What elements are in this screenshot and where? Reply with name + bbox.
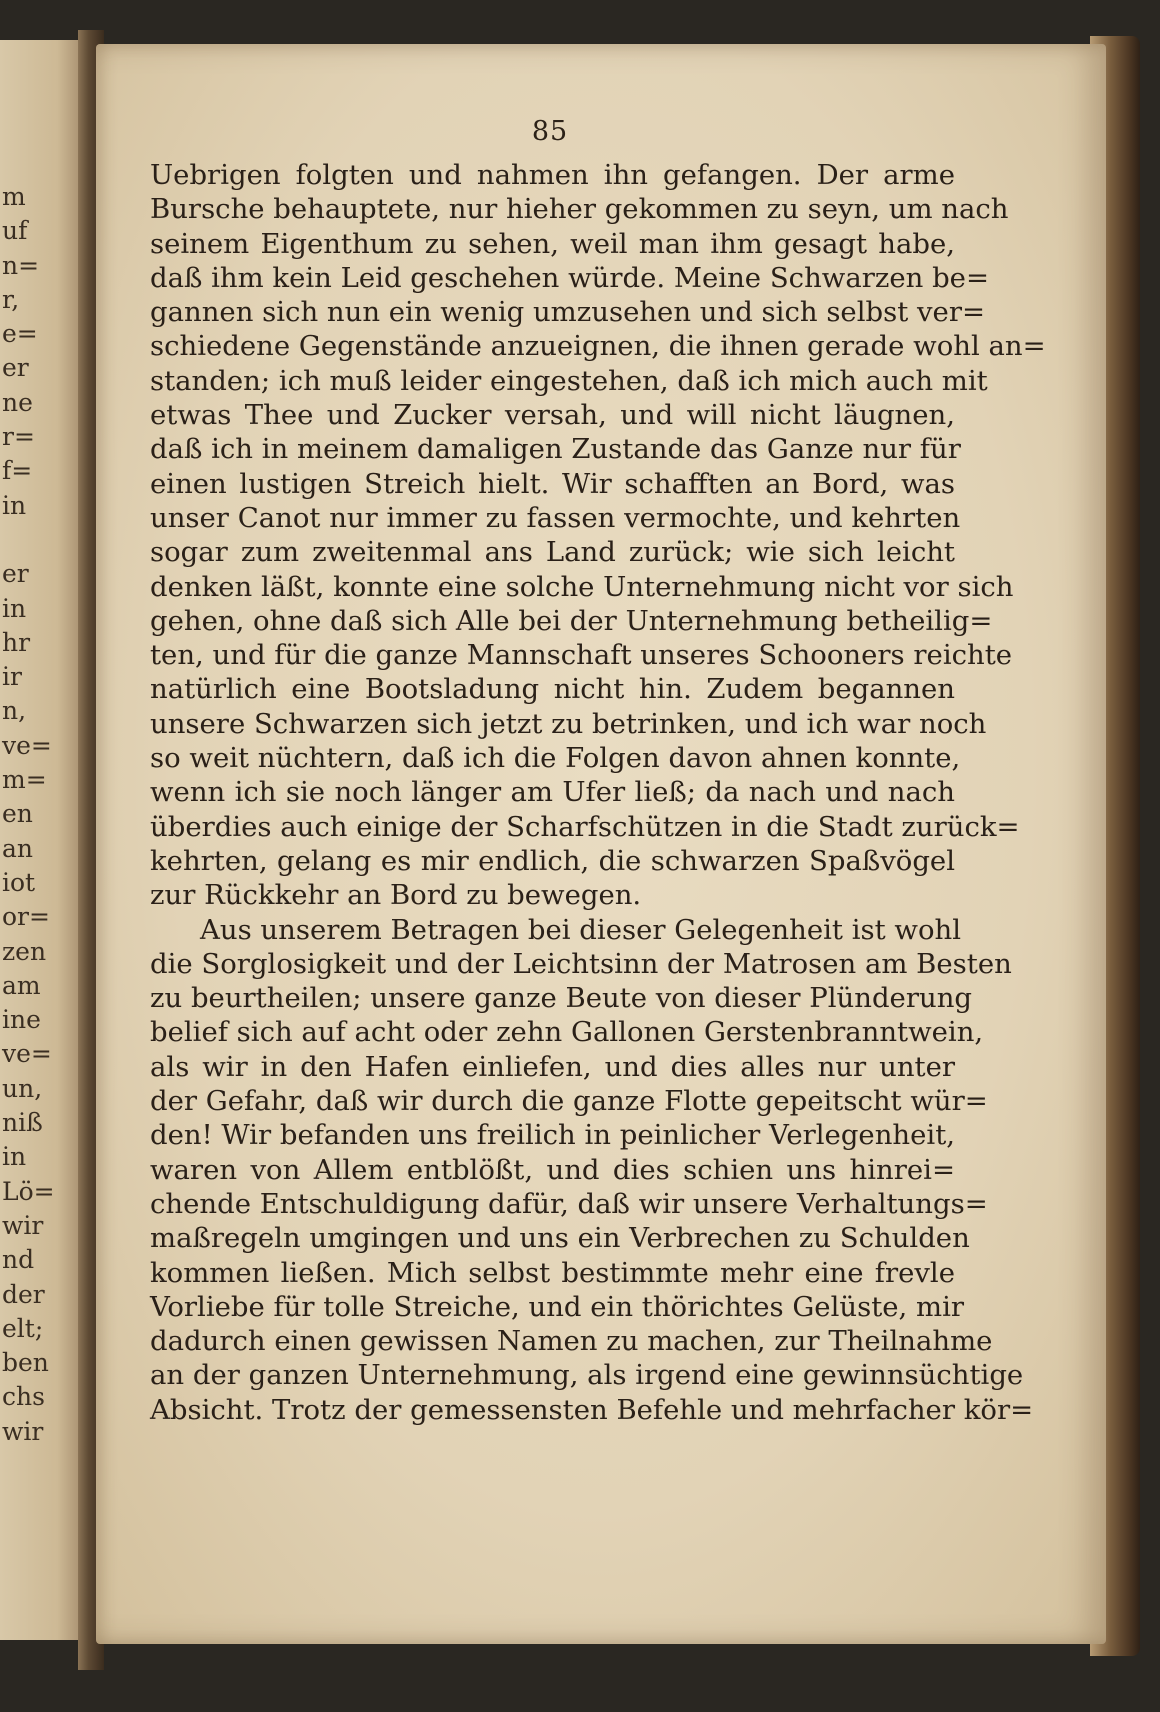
text-line: kommen ließen. Mich selbst bestimmte mehr eine frevle: [150, 1256, 955, 1289]
text-line: dadurch einen gewissen Namen zu machen, zur Theilnahme: [150, 1325, 993, 1358]
left-fragment-line: r=: [2, 422, 35, 452]
left-fragment-line: der: [2, 1279, 45, 1309]
text-line: denken läßt, konnte eine solche Unternehmung nicht vor sich: [150, 570, 1014, 603]
left-fragment-line: an: [2, 833, 34, 863]
left-fragment-line: m: [2, 182, 26, 211]
text-line: unser Canot nur immer zu fassen vermochte, und kehrten: [150, 501, 961, 534]
text-line: Aus unserem Betragen bei dieser Gelegenheit ist wohl: [200, 913, 962, 946]
text-line: zu beurtheilen; unsere ganze Beute von dieser Plünderung: [150, 982, 973, 1015]
left-fragment-line: ne: [2, 387, 33, 417]
left-fragment-line: iot: [2, 867, 36, 897]
left-fragment-line: n,: [2, 696, 27, 726]
left-fragment-line: niß: [2, 1108, 43, 1138]
text-line: natürlich eine Bootsladung nicht hin. Zudem begannen: [150, 673, 955, 706]
text-line: maßregeln umgingen und uns ein Verbrechen zu Schulden: [150, 1222, 970, 1255]
left-fragment-line: in: [2, 1142, 27, 1172]
text-line: gannen sich nun ein wenig umzusehen und sich selbst ver=: [150, 296, 986, 329]
text-line: Absicht. Trotz der gemessensten Befehle und mehrfacher kör=: [150, 1393, 1034, 1426]
left-fragment-line: zen: [2, 936, 47, 966]
text-line: einen lustigen Streich hielt. Wir schafften an Bord, was: [150, 467, 955, 500]
text-line: ten, und für die ganze Mannschaft unseres Schooners reichte: [150, 639, 1013, 672]
text-line: etwas Thee und Zucker versah, und will nicht läugnen,: [150, 399, 955, 432]
left-fragment-line: n=: [2, 250, 40, 280]
left-fragment-line: f=: [2, 456, 33, 486]
left-fragment-line: hr: [2, 627, 31, 657]
left-fragment-line: en: [2, 799, 33, 829]
left-fragment-line: ir: [2, 662, 22, 692]
text-line: standen; ich muß leider eingestehen, daß ich mich auch mit: [150, 364, 988, 397]
text-line: überdies auch einige der Scharfschützen in die Stadt zurück=: [150, 810, 1020, 843]
text-line: schiedene Gegenstände anzueignen, die ihnen gerade wohl an=: [150, 330, 1046, 363]
text-line: der Gefahr, daß wir durch die ganze Flotte gepeitscht wür=: [150, 1085, 988, 1118]
left-fragment-line: wir: [2, 1416, 44, 1446]
text-line: daß ich in meinem damaligen Zustande das Ganze nur für: [150, 433, 961, 466]
left-fragment-line: r,: [2, 284, 20, 314]
left-fragment-line: ben: [2, 1348, 49, 1378]
text-line: an der ganzen Unternehmung, als irgend eine gewinnsüchtige: [150, 1359, 1024, 1392]
text-line: daß ihm kein Leid geschehen würde. Meine Schwarzen be=: [150, 261, 989, 294]
left-fragment-line: e=: [2, 319, 38, 349]
text-line: unsere Schwarzen sich jetzt zu betrinken, und ich war noch: [150, 707, 987, 740]
text-line: sogar zum zweitenmal ans Land zurück; wie sich leicht: [150, 536, 955, 569]
left-fragment-line: Lö=: [2, 1176, 55, 1206]
left-fragment-line: in: [2, 490, 27, 520]
left-page-text: [2, 180, 82, 1449]
text-line: Vorliebe für tolle Streiche, und ein thörichtes Gelüste, mir: [150, 1290, 965, 1323]
text-line: chende Entschuldigung dafür, daß wir unsere Verhaltungs=: [150, 1187, 988, 1220]
text-line: Bursche behauptete, nur hieher gekommen zu seyn, um nach: [150, 193, 1009, 226]
text-line: als wir in den Hafen einliefen, und dies alles nur unter: [150, 1050, 955, 1083]
text-line: gehen, ohne daß sich Alle bei der Unternehmung betheilig=: [150, 604, 993, 637]
left-fragment-line: [2, 523, 82, 557]
text-line: so weit nüchtern, daß ich die Folgen davon ahnen konnte,: [150, 742, 961, 775]
left-fragment-line: er: [2, 353, 29, 383]
text-line: die Sorglosigkeit und der Leichtsinn der Matrosen am Besten: [150, 947, 1012, 980]
text-line: kehrten, gelang es mir endlich, die schwarzen Spaßvögel: [150, 844, 955, 877]
body-text: [150, 158, 1046, 1427]
left-fragment-line: un,: [2, 1073, 43, 1103]
left-fragment-line: er: [2, 559, 29, 589]
left-fragment-line: ine: [2, 1005, 41, 1035]
left-fragment-line: in: [2, 593, 27, 623]
left-fragment-line: ve=: [2, 730, 52, 760]
text-line: den! Wir befanden uns freilich in peinlicher Verlegenheit,: [150, 1119, 955, 1152]
left-fragment-line: m=: [2, 765, 47, 795]
left-fragment-line: elt;: [2, 1313, 44, 1343]
left-fragment-line: or=: [2, 902, 50, 932]
text-line: waren von Allem entblößt, und dies schien uns hinrei=: [150, 1153, 955, 1186]
left-fragment-line: chs: [2, 1382, 45, 1412]
text-line: wenn ich sie noch länger am Ufer ließ; da nach und nach: [150, 776, 955, 809]
left-fragment-line: uf: [2, 216, 28, 246]
left-fragment-line: nd: [2, 1245, 35, 1275]
left-fragment-line: am: [2, 970, 41, 1000]
text-line: zur Rückkehr an Bord zu bewegen.: [150, 879, 642, 912]
text-line: Uebrigen folgten und nahmen ihn gefangen. Der arme: [150, 159, 955, 191]
page-number: 85: [531, 116, 569, 147]
left-fragment-line: ve=: [2, 1039, 52, 1069]
left-page-fragment: [0, 40, 82, 1640]
left-fragment-line: wir: [2, 1210, 44, 1240]
text-line: seinem Eigenthum zu sehen, weil man ihm gesagt habe,: [150, 227, 955, 260]
text-line: belief sich auf acht oder zehn Gallonen Gerstenbranntwein,: [150, 1016, 984, 1049]
